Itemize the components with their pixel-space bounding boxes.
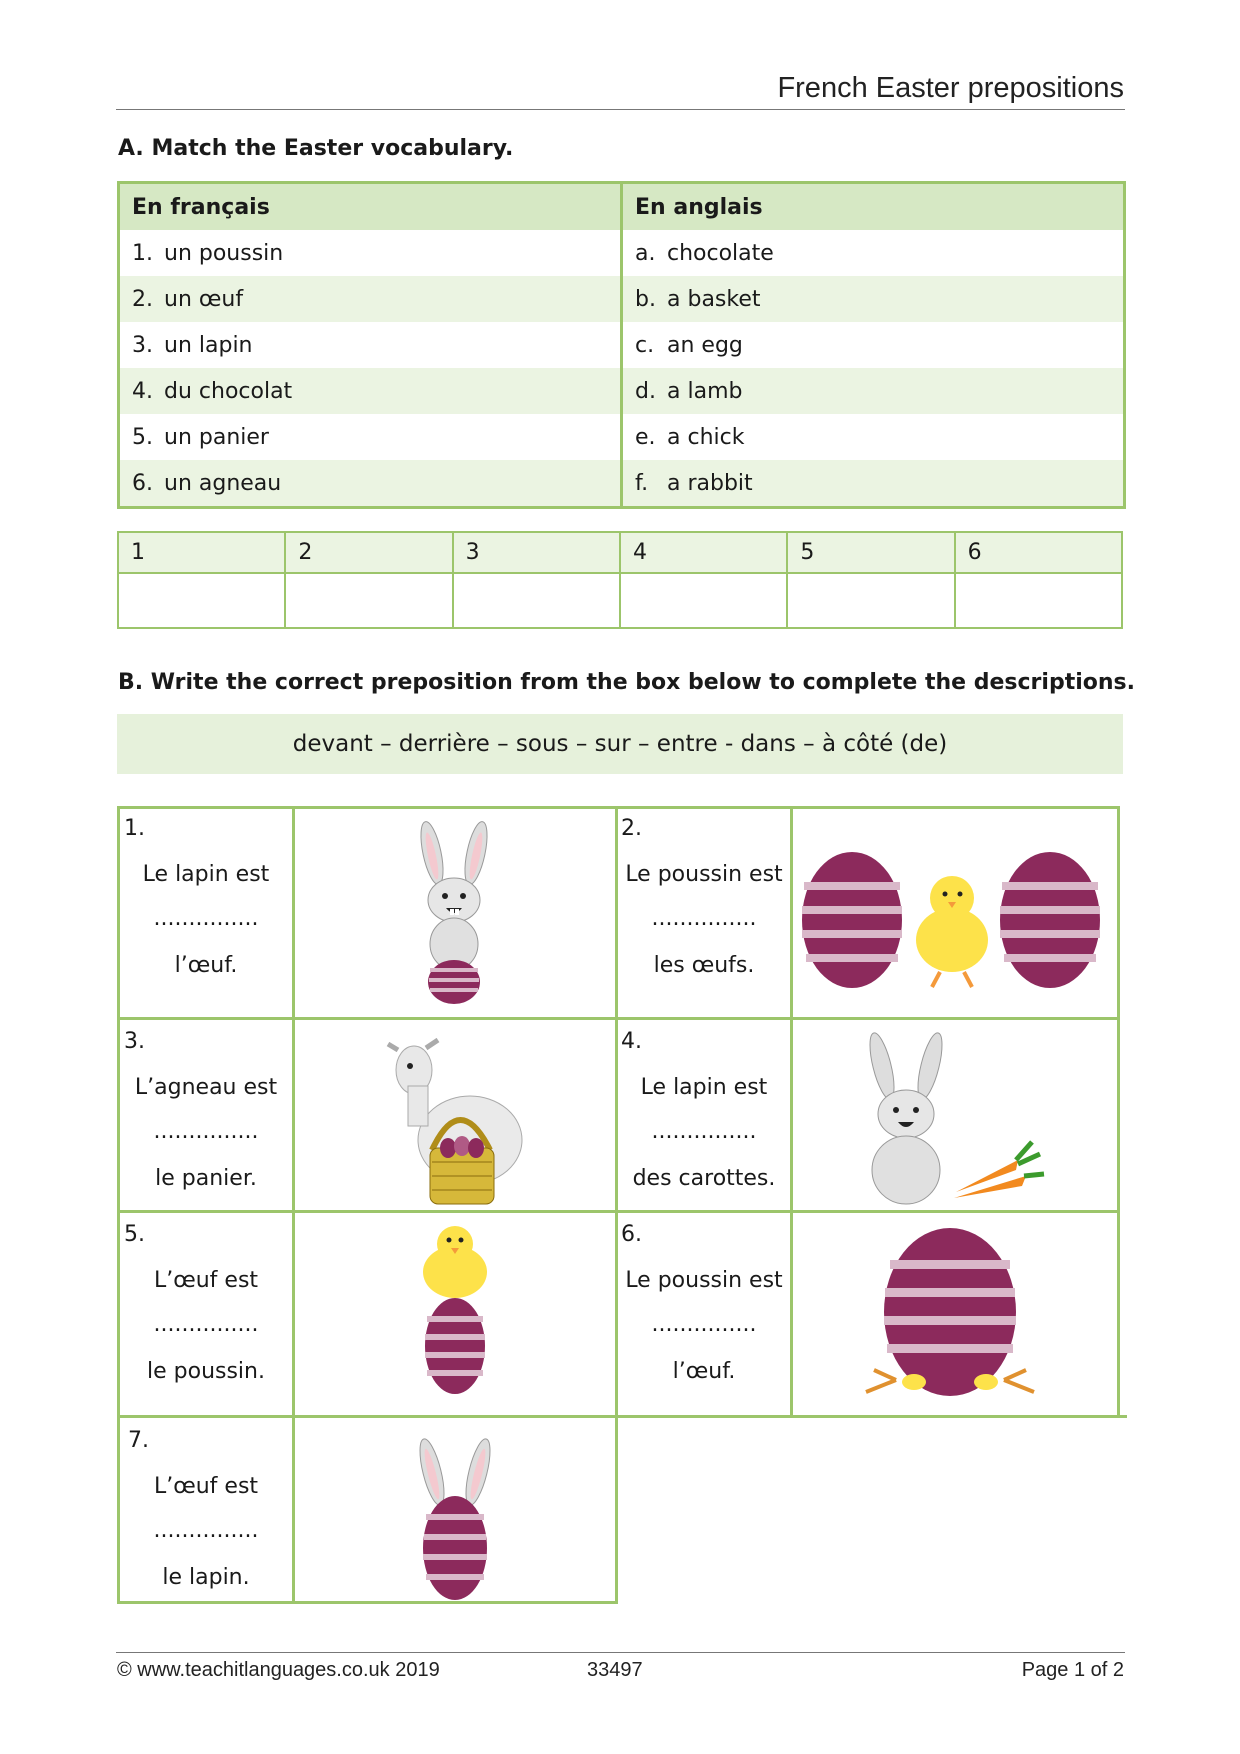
french-word: un agneau xyxy=(164,470,282,496)
answer-blank-4[interactable] xyxy=(620,573,787,628)
answer-number-6: 6 xyxy=(955,532,1122,573)
sentence-end: le lapin. xyxy=(162,1565,250,1590)
answer-number-5: 5 xyxy=(787,532,954,573)
exercise-number: 1. xyxy=(124,816,145,841)
english-word: a basket xyxy=(667,286,761,312)
english-word-cell xyxy=(622,368,1125,414)
answer-blank-6[interactable] xyxy=(955,573,1122,628)
french-word: du chocolat xyxy=(164,378,293,404)
english-word: chocolate xyxy=(667,240,774,266)
answer-blank-5[interactable] xyxy=(787,573,954,628)
answer-input-row xyxy=(118,573,1122,628)
sentence-start: Le poussin est xyxy=(625,862,783,887)
section-a-heading: A. Match the Easter vocabulary. xyxy=(118,136,514,161)
exercise-number: 7. xyxy=(128,1428,149,1453)
french-word-cell xyxy=(119,230,622,276)
chick-between-eggs-image xyxy=(800,842,1110,992)
item-number: 6. xyxy=(132,470,153,496)
answer-blank-3[interactable] xyxy=(453,573,620,628)
french-word-cell xyxy=(119,368,622,414)
french-word: un lapin xyxy=(164,332,253,358)
french-word-cell xyxy=(119,460,622,508)
lamb-in-basket-image xyxy=(382,1030,532,1210)
exercise-number: 5. xyxy=(124,1222,145,1247)
column-header-english: En anglais xyxy=(622,183,1125,231)
english-word-cell xyxy=(622,414,1125,460)
sentence-end: le panier. xyxy=(155,1166,257,1191)
french-word-cell xyxy=(119,322,622,368)
answer-blank-line[interactable]: ............... xyxy=(153,1312,259,1337)
header-divider xyxy=(116,109,1125,110)
english-word-cell xyxy=(622,230,1125,276)
english-word: a rabbit xyxy=(667,470,753,496)
answer-blank-1[interactable] xyxy=(118,573,285,628)
exercise-number: 3. xyxy=(124,1029,145,1054)
answer-grid xyxy=(117,531,1123,629)
exercise-number: 4. xyxy=(621,1029,642,1054)
answer-blank-line[interactable]: ............... xyxy=(651,1119,757,1144)
item-letter: d. xyxy=(635,378,656,404)
french-word: un œuf xyxy=(164,286,244,312)
preposition-word-box: devant – derrière – sous – sur – entre - dans – à côté (de) xyxy=(117,714,1123,774)
french-word: un poussin xyxy=(164,240,284,266)
vocabulary-row xyxy=(119,460,1125,508)
vocabulary-table xyxy=(117,181,1126,509)
item-number: 2. xyxy=(132,286,153,312)
french-word-cell xyxy=(119,414,622,460)
item-letter: e. xyxy=(635,424,656,450)
egg-with-rabbit-ears-image xyxy=(408,1436,502,1606)
vocabulary-header-row xyxy=(119,183,1125,231)
sentence-start: L’œuf est xyxy=(153,1268,259,1293)
french-word: un panier xyxy=(164,424,269,450)
section-b-heading: B. Write the correct preposition from the box below to complete the descriptions. xyxy=(118,670,1135,695)
exercise-number: 6. xyxy=(621,1222,642,1247)
english-word-cell xyxy=(622,276,1125,322)
french-word-cell xyxy=(119,276,622,322)
footer-page-number: Page 1 of 2 xyxy=(1021,1659,1124,1681)
chick-on-egg-image xyxy=(410,1220,500,1404)
answer-header-row xyxy=(118,532,1122,573)
answer-blank-line[interactable]: ............... xyxy=(153,1119,259,1144)
english-word-cell xyxy=(622,322,1125,368)
item-letter: f. xyxy=(635,470,649,496)
exercise-number: 2. xyxy=(621,816,642,841)
sentence-start: Le poussin est xyxy=(625,1268,783,1293)
answer-number-2: 2 xyxy=(285,532,452,573)
sentence-start: L’œuf est xyxy=(153,1474,259,1499)
item-number: 1. xyxy=(132,240,153,266)
answer-blank-2[interactable] xyxy=(285,573,452,628)
answer-blank-line[interactable]: ............... xyxy=(651,906,757,931)
answer-number-3: 3 xyxy=(453,532,620,573)
sentence-end: l’œuf. xyxy=(174,953,238,978)
vocabulary-row xyxy=(119,322,1125,368)
item-number: 4. xyxy=(132,378,153,404)
page-title: French Easter prepositions xyxy=(777,72,1124,104)
english-word: an egg xyxy=(667,332,743,358)
english-word: a chick xyxy=(667,424,745,450)
vocabulary-row xyxy=(119,368,1125,414)
rabbit-beside-carrots-image xyxy=(858,1030,1048,1208)
item-number: 5. xyxy=(132,424,153,450)
sentence-end: des carottes. xyxy=(632,1166,776,1191)
item-letter: b. xyxy=(635,286,656,312)
rabbit-on-egg-image xyxy=(410,818,500,1008)
footer-divider xyxy=(116,1652,1125,1653)
footer-copyright: © www.teachitlanguages.co.uk 2019 xyxy=(117,1659,440,1681)
vocabulary-row xyxy=(119,230,1125,276)
answer-number-4: 4 xyxy=(620,532,787,573)
english-word: a lamb xyxy=(667,378,743,404)
sentence-start: Le lapin est xyxy=(142,862,270,887)
column-header-french: En français xyxy=(119,183,622,231)
answer-blank-line[interactable]: ............... xyxy=(153,1518,259,1543)
sentence-end: les œufs. xyxy=(653,953,755,978)
sentence-start: L’agneau est xyxy=(134,1075,278,1100)
chick-under-egg-image xyxy=(860,1220,1040,1400)
answer-blank-line[interactable]: ............... xyxy=(651,1312,757,1337)
sentence-end: le poussin. xyxy=(147,1359,265,1384)
sentence-start: Le lapin est xyxy=(640,1075,768,1100)
vocabulary-row xyxy=(119,276,1125,322)
footer-resource-code: 33497 xyxy=(587,1659,643,1681)
answer-blank-line[interactable]: ............... xyxy=(153,906,259,931)
answer-number-1: 1 xyxy=(118,532,285,573)
item-number: 3. xyxy=(132,332,153,358)
english-word-cell xyxy=(622,460,1125,508)
vocabulary-row xyxy=(119,414,1125,460)
item-letter: a. xyxy=(635,240,656,266)
item-letter: c. xyxy=(635,332,655,358)
sentence-end: l’œuf. xyxy=(672,1359,736,1384)
